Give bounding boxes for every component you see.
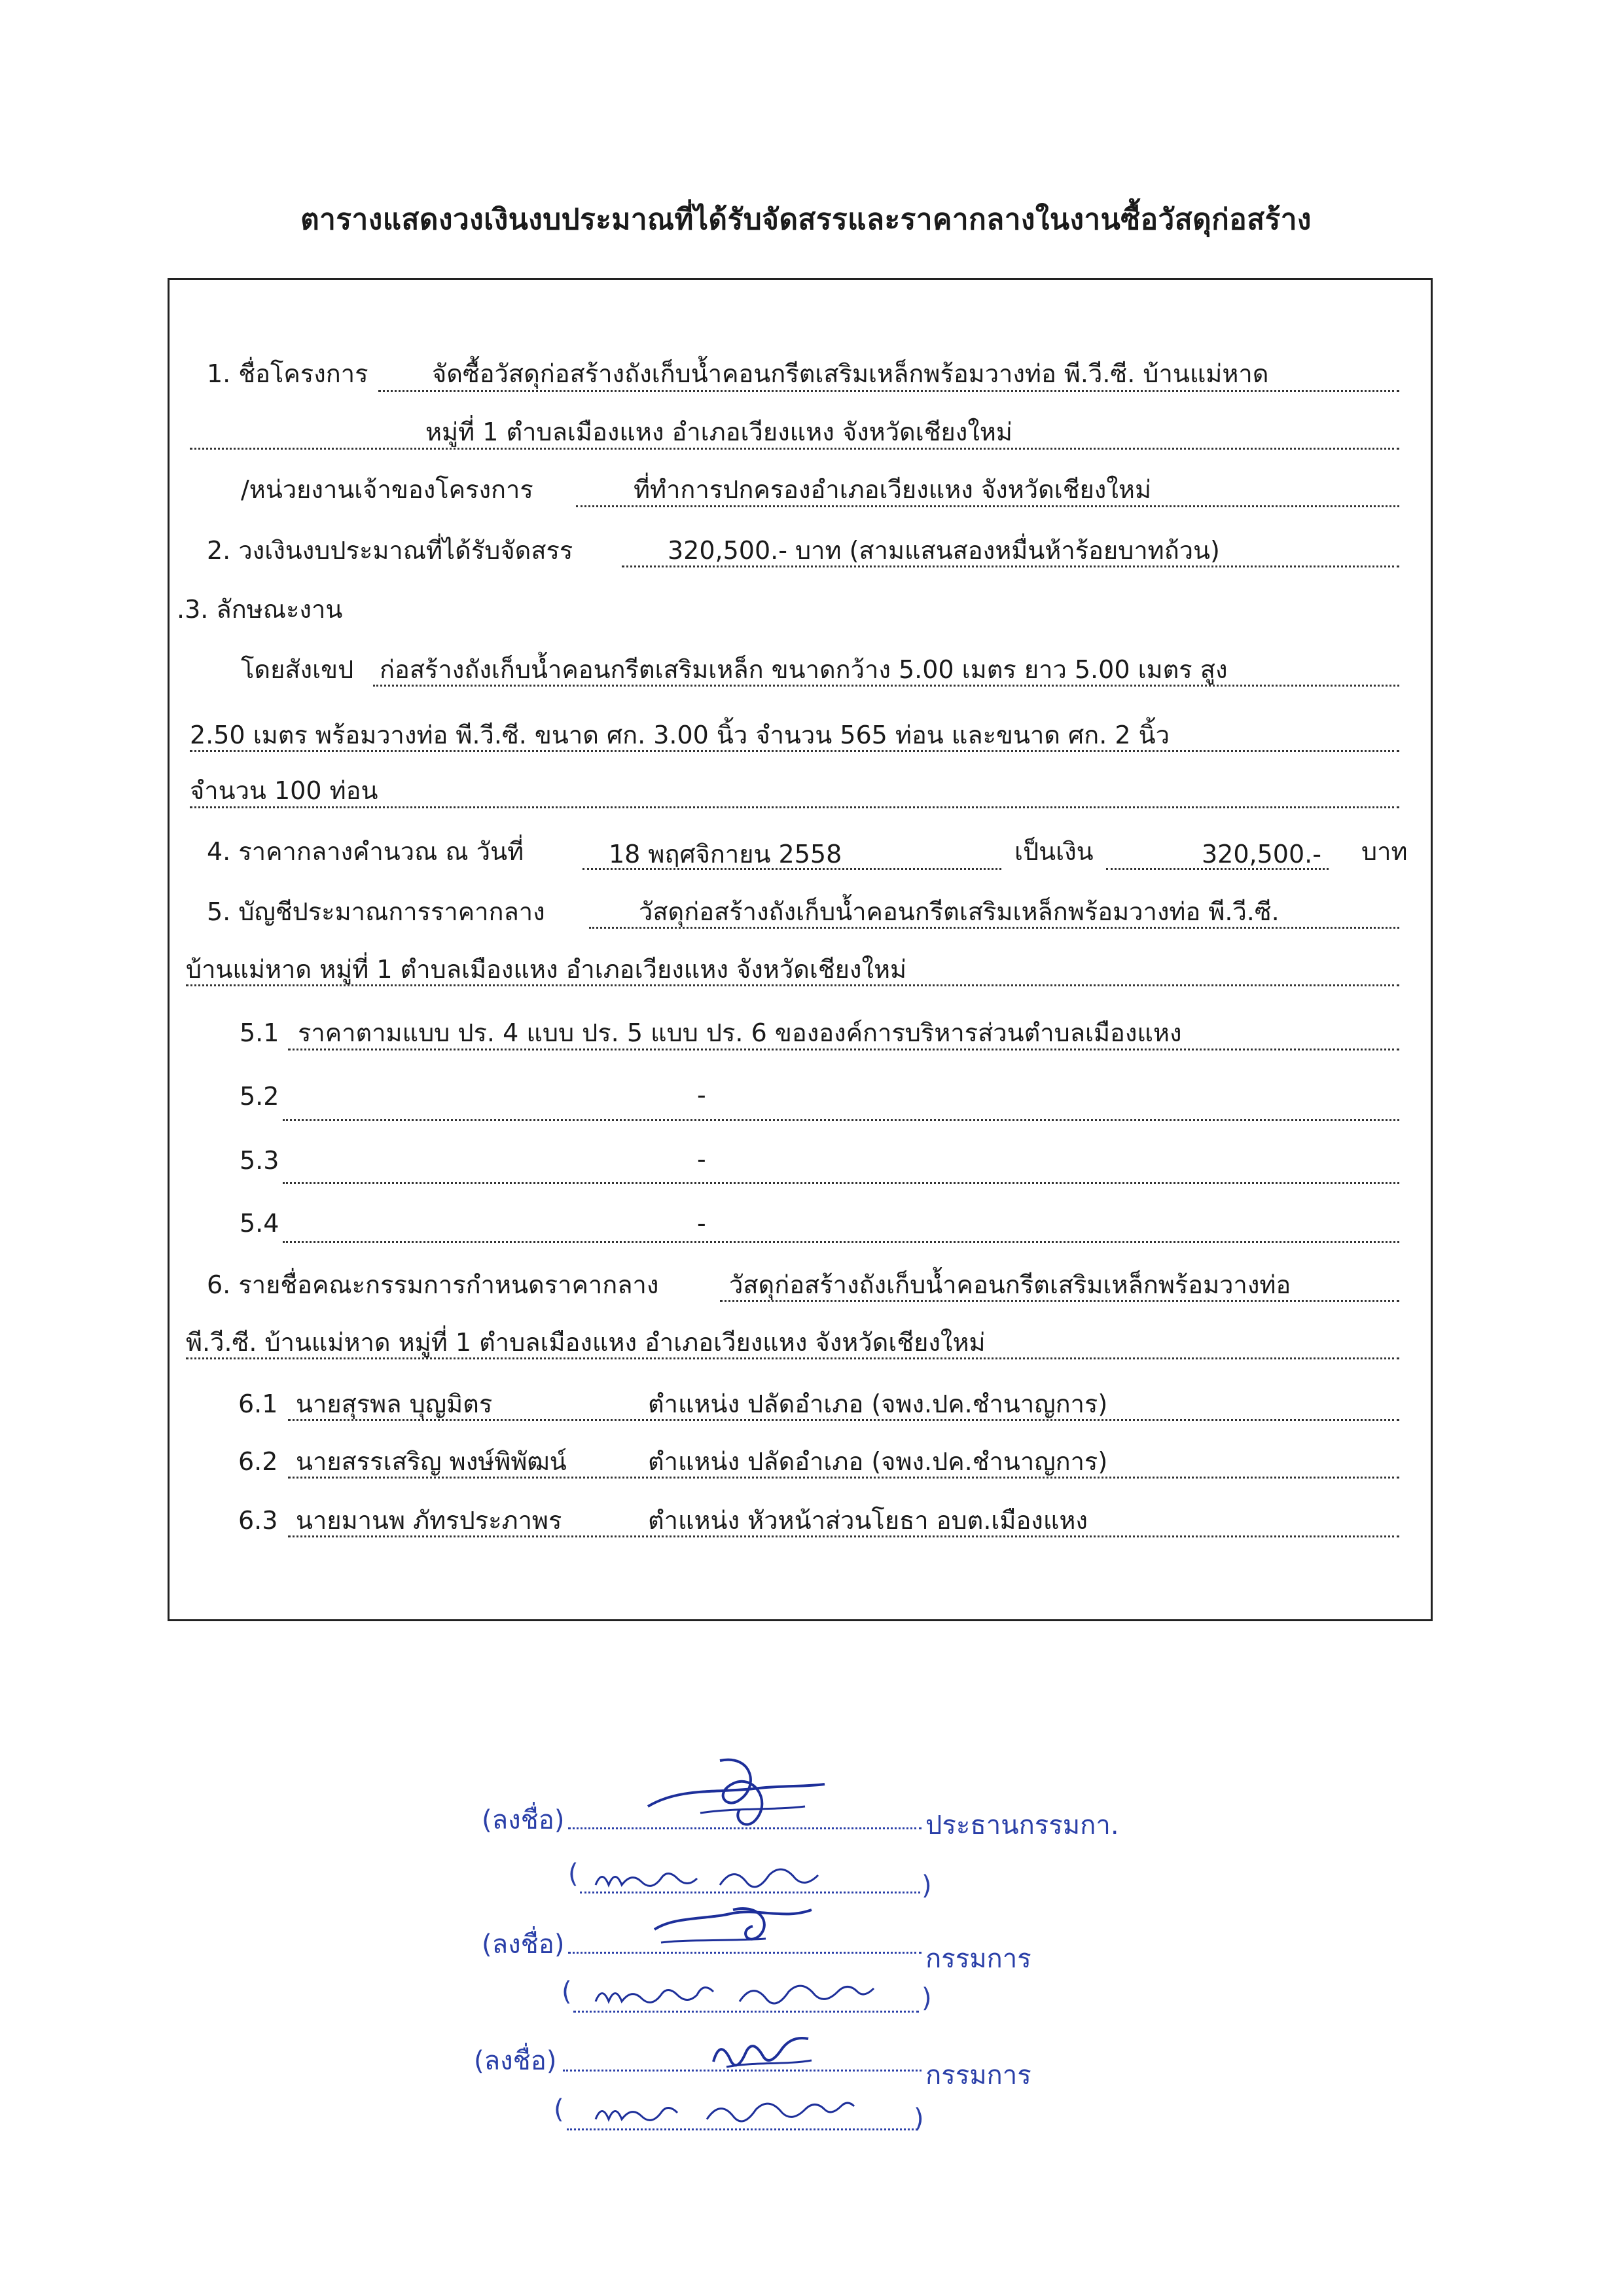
signature2-close-paren: )	[922, 1983, 932, 2013]
item1-dotted-line1	[378, 390, 1399, 392]
signature3-role: กรรมการ	[925, 2060, 1031, 2090]
item1-dotted-owner	[576, 505, 1399, 507]
item3-dotted-line1	[373, 685, 1399, 687]
item6-label: 6. รายชื่อคณะกรรมการกำหนดราคากลาง	[207, 1270, 659, 1299]
signature1-scribble	[641, 1748, 838, 1846]
item6-value-line1: วัสดุก่อสร้างถังเก็บน้ำคอนกรีตเสริมเหล็กพร้อมวางท่อ	[729, 1270, 1291, 1299]
item6-dotted-line2	[186, 1357, 1399, 1359]
item1-value-line2: หมู่ที่ 1 ตำบลเมืองแหง อำเภอเวียงแหง จังหวัดเชียงใหม่	[425, 418, 1012, 446]
item3-dotted-line3	[190, 806, 1399, 808]
member2-position: ตำแหน่ง ปลัดอำเภอ (จพง.ปค.ชำนาญการ)	[648, 1447, 1108, 1476]
item5-1-dotted	[288, 1049, 1399, 1050]
item5-2-dotted	[283, 1119, 1399, 1121]
signature3-label: (ลงชื่อ)	[474, 2046, 557, 2076]
item1-value-line1: จัดซื้อวัสดุก่อสร้างถังเก็บน้ำคอนกรีตเสริมเหล็กพร้อมวางท่อ พี.วี.ซี. บ้านแม่หาด	[432, 359, 1269, 388]
signature3-scribble	[707, 2029, 825, 2075]
signature2-printed-name-handwritten	[589, 1975, 916, 2015]
item4-amount-label: เป็นเงิน	[1014, 837, 1094, 866]
member3-name: นายมานพ ภัทรประภาพร	[296, 1506, 562, 1535]
item5-2-num: 5.2	[240, 1082, 279, 1111]
item4-dotted-amount	[1106, 868, 1329, 870]
signature2-label: (ลงชื่อ)	[482, 1929, 565, 1960]
member3-dotted	[288, 1535, 1399, 1537]
member1-name: นายสุรพล บุญมิตร	[296, 1390, 493, 1418]
item3-line3: จำนวน 100 ท่อน	[190, 776, 378, 805]
item3-label: .3. ลักษณะงาน	[177, 595, 343, 624]
member2-num: 6.2	[238, 1447, 278, 1476]
item4-unit: บาท	[1361, 837, 1408, 866]
item5-value-line2: บ้านแม่หาด หมู่ที่ 1 ตำบลเมืองแหง อำเภอเวียงแหง จังหวัดเชียงใหม่	[186, 955, 907, 984]
item5-3-num: 5.3	[240, 1146, 279, 1175]
item5-dotted-line2	[186, 984, 1399, 986]
item1-owner-label: /หน่วยงานเจ้าของโครงการ	[241, 475, 533, 504]
item1-owner-value: ที่ทำการปกครองอำเภอเวียงแหง จังหวัดเชียงใหม่	[634, 475, 1152, 504]
item1-dotted-line2	[190, 448, 1399, 450]
item5-2-text: -	[697, 1081, 706, 1109]
item6-value-line2: พี.วี.ซี. บ้านแม่หาด หมู่ที่ 1 ตำบลเมืองแหง อำเภอเวียงแหง จังหวัดเชียงใหม่	[186, 1328, 986, 1357]
member2-name: นายสรรเสริญ พงษ์พิพัฒน์	[296, 1447, 567, 1476]
signature1-close-paren: )	[922, 1871, 932, 1901]
item3-summary-label: โดยสังเขป	[241, 655, 354, 684]
signature2-role: กรรมการ	[925, 1944, 1031, 1974]
signature2-scribble	[648, 1890, 844, 1962]
item5-4-text: -	[697, 1209, 706, 1238]
signature3-open-paren: (	[554, 2094, 564, 2125]
member2-dotted	[288, 1477, 1399, 1479]
signature3-close-paren: )	[914, 2104, 924, 2134]
document-title: ตารางแสดงวงเงินงบประมาณที่ได้รับจัดสรรและราคากลางในงานซื้อวัสดุก่อสร้าง	[300, 203, 1312, 236]
member1-num: 6.1	[238, 1390, 278, 1418]
signature3-printed-name-handwritten	[589, 2093, 903, 2132]
item5-4-num: 5.4	[240, 1209, 279, 1238]
item5-3-dotted	[283, 1182, 1399, 1184]
signature2-open-paren: (	[562, 1977, 572, 2007]
item5-value-line1: วัสดุก่อสร้างถังเก็บน้ำคอนกรีตเสริมเหล็กพร้อมวางท่อ พี.วี.ซี.	[639, 897, 1280, 926]
signature1-label: (ลงชื่อ)	[482, 1805, 565, 1835]
item2-label: 2. วงเงินงบประมาณที่ได้รับจัดสรร	[207, 536, 573, 565]
item5-1-num: 5.1	[240, 1018, 279, 1047]
item4-date: 18 พฤศจิกายน 2558	[609, 840, 842, 869]
item5-dotted-line1	[589, 927, 1399, 929]
item4-label: 4. ราคากลางคำนวณ ณ วันที่	[207, 837, 524, 866]
member1-dotted	[288, 1419, 1399, 1421]
item4-dotted-date	[582, 868, 1001, 870]
item5-label: 5. บัญชีประมาณการราคากลาง	[207, 897, 545, 926]
member3-num: 6.3	[238, 1506, 278, 1535]
signature1-role: ประธานกรรมกา.	[925, 1810, 1119, 1840]
member1-position: ตำแหน่ง ปลัดอำเภอ (จพง.ปค.ชำนาญการ)	[648, 1390, 1108, 1418]
member3-position: ตำแหน่ง หัวหน้าส่วนโยธา อบต.เมืองแหง	[648, 1506, 1088, 1535]
item5-1-text: ราคาตามแบบ ปร. 4 แบบ ปร. 5 แบบ ปร. 6 ขององค์การบริหารส่วนตำบลเมืองแหง	[298, 1018, 1182, 1047]
item5-4-dotted	[283, 1241, 1399, 1243]
item3-dotted-line2	[190, 750, 1399, 752]
item3-line2: 2.50 เมตร พร้อมวางท่อ พี.วี.ซี. ขนาด ศก. 3.00 นิ้ว จำนวน 565 ท่อน และขนาด ศก. 2 นิ้ว	[190, 721, 1170, 749]
item4-amount: 320,500.-	[1202, 840, 1321, 869]
item3-line1: ก่อสร้างถังเก็บน้ำคอนกรีตเสริมเหล็ก ขนาดกว้าง 5.00 เมตร ยาว 5.00 เมตร สูง	[380, 655, 1228, 684]
item2-dotted	[622, 565, 1399, 567]
item6-dotted-line1	[720, 1300, 1399, 1302]
item1-label: 1. ชื่อโครงการ	[207, 359, 368, 388]
item2-value: 320,500.- บาท (สามแสนสองหมื่นห้าร้อยบาทถ้วน)	[668, 536, 1220, 565]
signature1-open-paren: (	[568, 1859, 579, 1889]
item5-3-text: -	[697, 1145, 706, 1174]
